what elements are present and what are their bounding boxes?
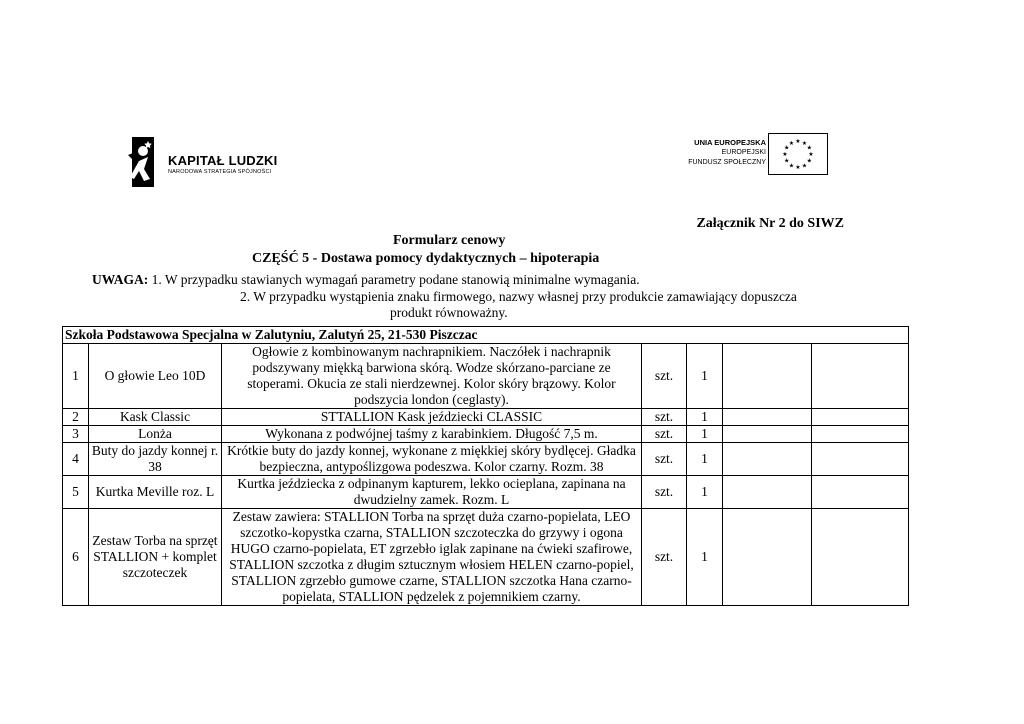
unit-price-cell [723,344,812,409]
eu-star-icon: ★ [795,165,801,172]
eu-star-icon: ★ [788,140,795,147]
total-price-cell [812,409,909,426]
item-number-cell: 1 [63,344,89,409]
table-row [63,476,909,509]
item-unit-cell: szt. [642,509,687,606]
item-description-cell: Zestaw zawiera: STALLION Torba na sprzęt duża czarno-popielata, LEO szczotko-kopystka czarna, STALLION szczoteczka do grzywy i ogona HUGO czarno-popielata, ET zgrzebło iglak zapinane na ćwieki szafirowe, STALLION szczotka z długim sztucznym włosiem HELEN czarno-popiel, STALLION zgrzebło gumowe czarne, STALLION szczotka Hana czarno-popielata, STALLION pędzelek z pojemnikiem czarny. [222,509,642,606]
note-line-3: produkt równoważny. [390,305,508,320]
total-price-cell [812,509,909,606]
unit-price-cell [723,426,812,443]
part-title: CZĘŚĆ 5 - Dostawa pomocy dydaktycznych – hipoterapia [252,251,600,266]
item-name-cell: O głowie Leo 10D [89,344,222,409]
eu-star-icon: ★ [801,163,808,170]
item-number-cell: 4 [63,443,89,476]
eu-star-icon: ★ [782,152,788,159]
item-name-cell: Lonża [89,426,222,443]
table-row [63,409,909,426]
item-quantity-cell: 1 [687,509,723,606]
item-name-cell: Kask Classic [89,409,222,426]
unit-price-cell [723,409,812,426]
table-row [63,344,909,409]
kapital-ludzki-title: KAPITAŁ LUDZKI [168,153,278,168]
eu-star-icon: ★ [788,163,795,170]
eu-logo [680,133,830,175]
item-unit-cell: szt. [642,476,687,509]
table-row [63,509,909,606]
eu-star-icon: ★ [784,158,790,165]
item-description-cell: Krótkie buty do jazdy konnej, wykonane z miękkiej skóry bydlęcej. Gładka bezpieczna, antypoślizgowa podeszwa. Kolor czarny. Rozm. 38 [222,443,642,476]
item-unit-cell: szt. [642,409,687,426]
table-row [63,443,909,476]
eu-star-icon: ★ [784,145,790,152]
table-row [63,426,909,443]
price-table [62,326,909,606]
item-number-cell: 3 [63,426,89,443]
item-quantity-cell: 1 [687,443,723,476]
kapital-ludzki-subtitle: NARODOWA STRATEGIA SPÓJNOŚCI [168,169,272,175]
item-name-cell: Zestaw Torba na sprzęt STALLION + komplet szczoteczek [89,509,222,606]
item-unit-cell: szt. [642,426,687,443]
item-name-cell: Kurtka Meville roz. L [89,476,222,509]
eu-logo-line1: UNIA EUROPEJSKA [694,138,766,147]
item-quantity-cell: 1 [687,476,723,509]
item-number-cell: 2 [63,409,89,426]
unit-price-cell [723,476,812,509]
note-text-1: 1. W przypadku stawianych wymagań parametry podane stanowią minimalne wymagania. [148,272,640,287]
eu-star-icon: ★ [806,145,812,152]
item-number-cell: 6 [63,509,89,606]
form-title: Formularz cenowy [393,233,506,248]
item-description-cell: Wykonana z podwójnej taśmy z karabinkiem. Długość 7,5 m. [222,426,642,443]
note-line-1 [92,272,640,288]
total-price-cell [812,426,909,443]
note-line-2: 2. W przypadku wystąpienia znaku firmowego, nazwy własnej przy produkcie zamawiający dopuszcza [240,289,797,304]
item-quantity-cell: 1 [687,426,723,443]
eu-star-icon: ★ [808,152,814,159]
attachment-label: Załącznik Nr 2 do SIWZ [696,216,844,231]
school-row [63,327,909,344]
item-quantity-cell: 1 [687,344,723,409]
kapital-ludzki-logo [124,135,284,190]
school-cell: Szkoła Podstawowa Specjalna w Zalutyniu, Zalutyń 25, 21-530 Piszczac [63,327,909,344]
item-unit-cell: szt. [642,344,687,409]
eu-logo-line2: EUROPEJSKI [721,149,766,156]
total-price-cell [812,476,909,509]
eu-star-icon: ★ [801,140,808,147]
eu-flag-icon [768,133,828,175]
item-name-cell: Buty do jazdy konnej r. 38 [89,443,222,476]
eu-star-icon: ★ [806,158,812,165]
item-description-cell: Ogłowie z kombinowanym nachrapnikiem. Naczółek i nachrapnik podszywany miękką barwiona skórą. Wodze skórzano-parciane ze stoperami. Okucia ze stali nierdzewnej. Kolor skóry brązowy. Kolor podszycia london (ceglasty). [222,344,642,409]
unit-price-cell [723,443,812,476]
total-price-cell [812,443,909,476]
item-number-cell: 5 [63,476,89,509]
eu-star-icon: ★ [795,139,801,146]
eu-logo-text [688,138,766,168]
note-label: UWAGA: [92,272,149,287]
item-quantity-cell: 1 [687,409,723,426]
item-unit-cell: szt. [642,443,687,476]
kapital-ludzki-emblem-icon [124,135,164,190]
item-description-cell: Kurtka jeździecka z odpinanym kapturem, lekko ocieplana, zapinana na dwudzielny zamek. Rozm. L [222,476,642,509]
item-description-cell: STTALLION Kask jeździecki CLASSIC [222,409,642,426]
eu-logo-line3: FUNDUSZ SPOŁECZNY [688,159,766,166]
unit-price-cell [723,509,812,606]
total-price-cell [812,344,909,409]
